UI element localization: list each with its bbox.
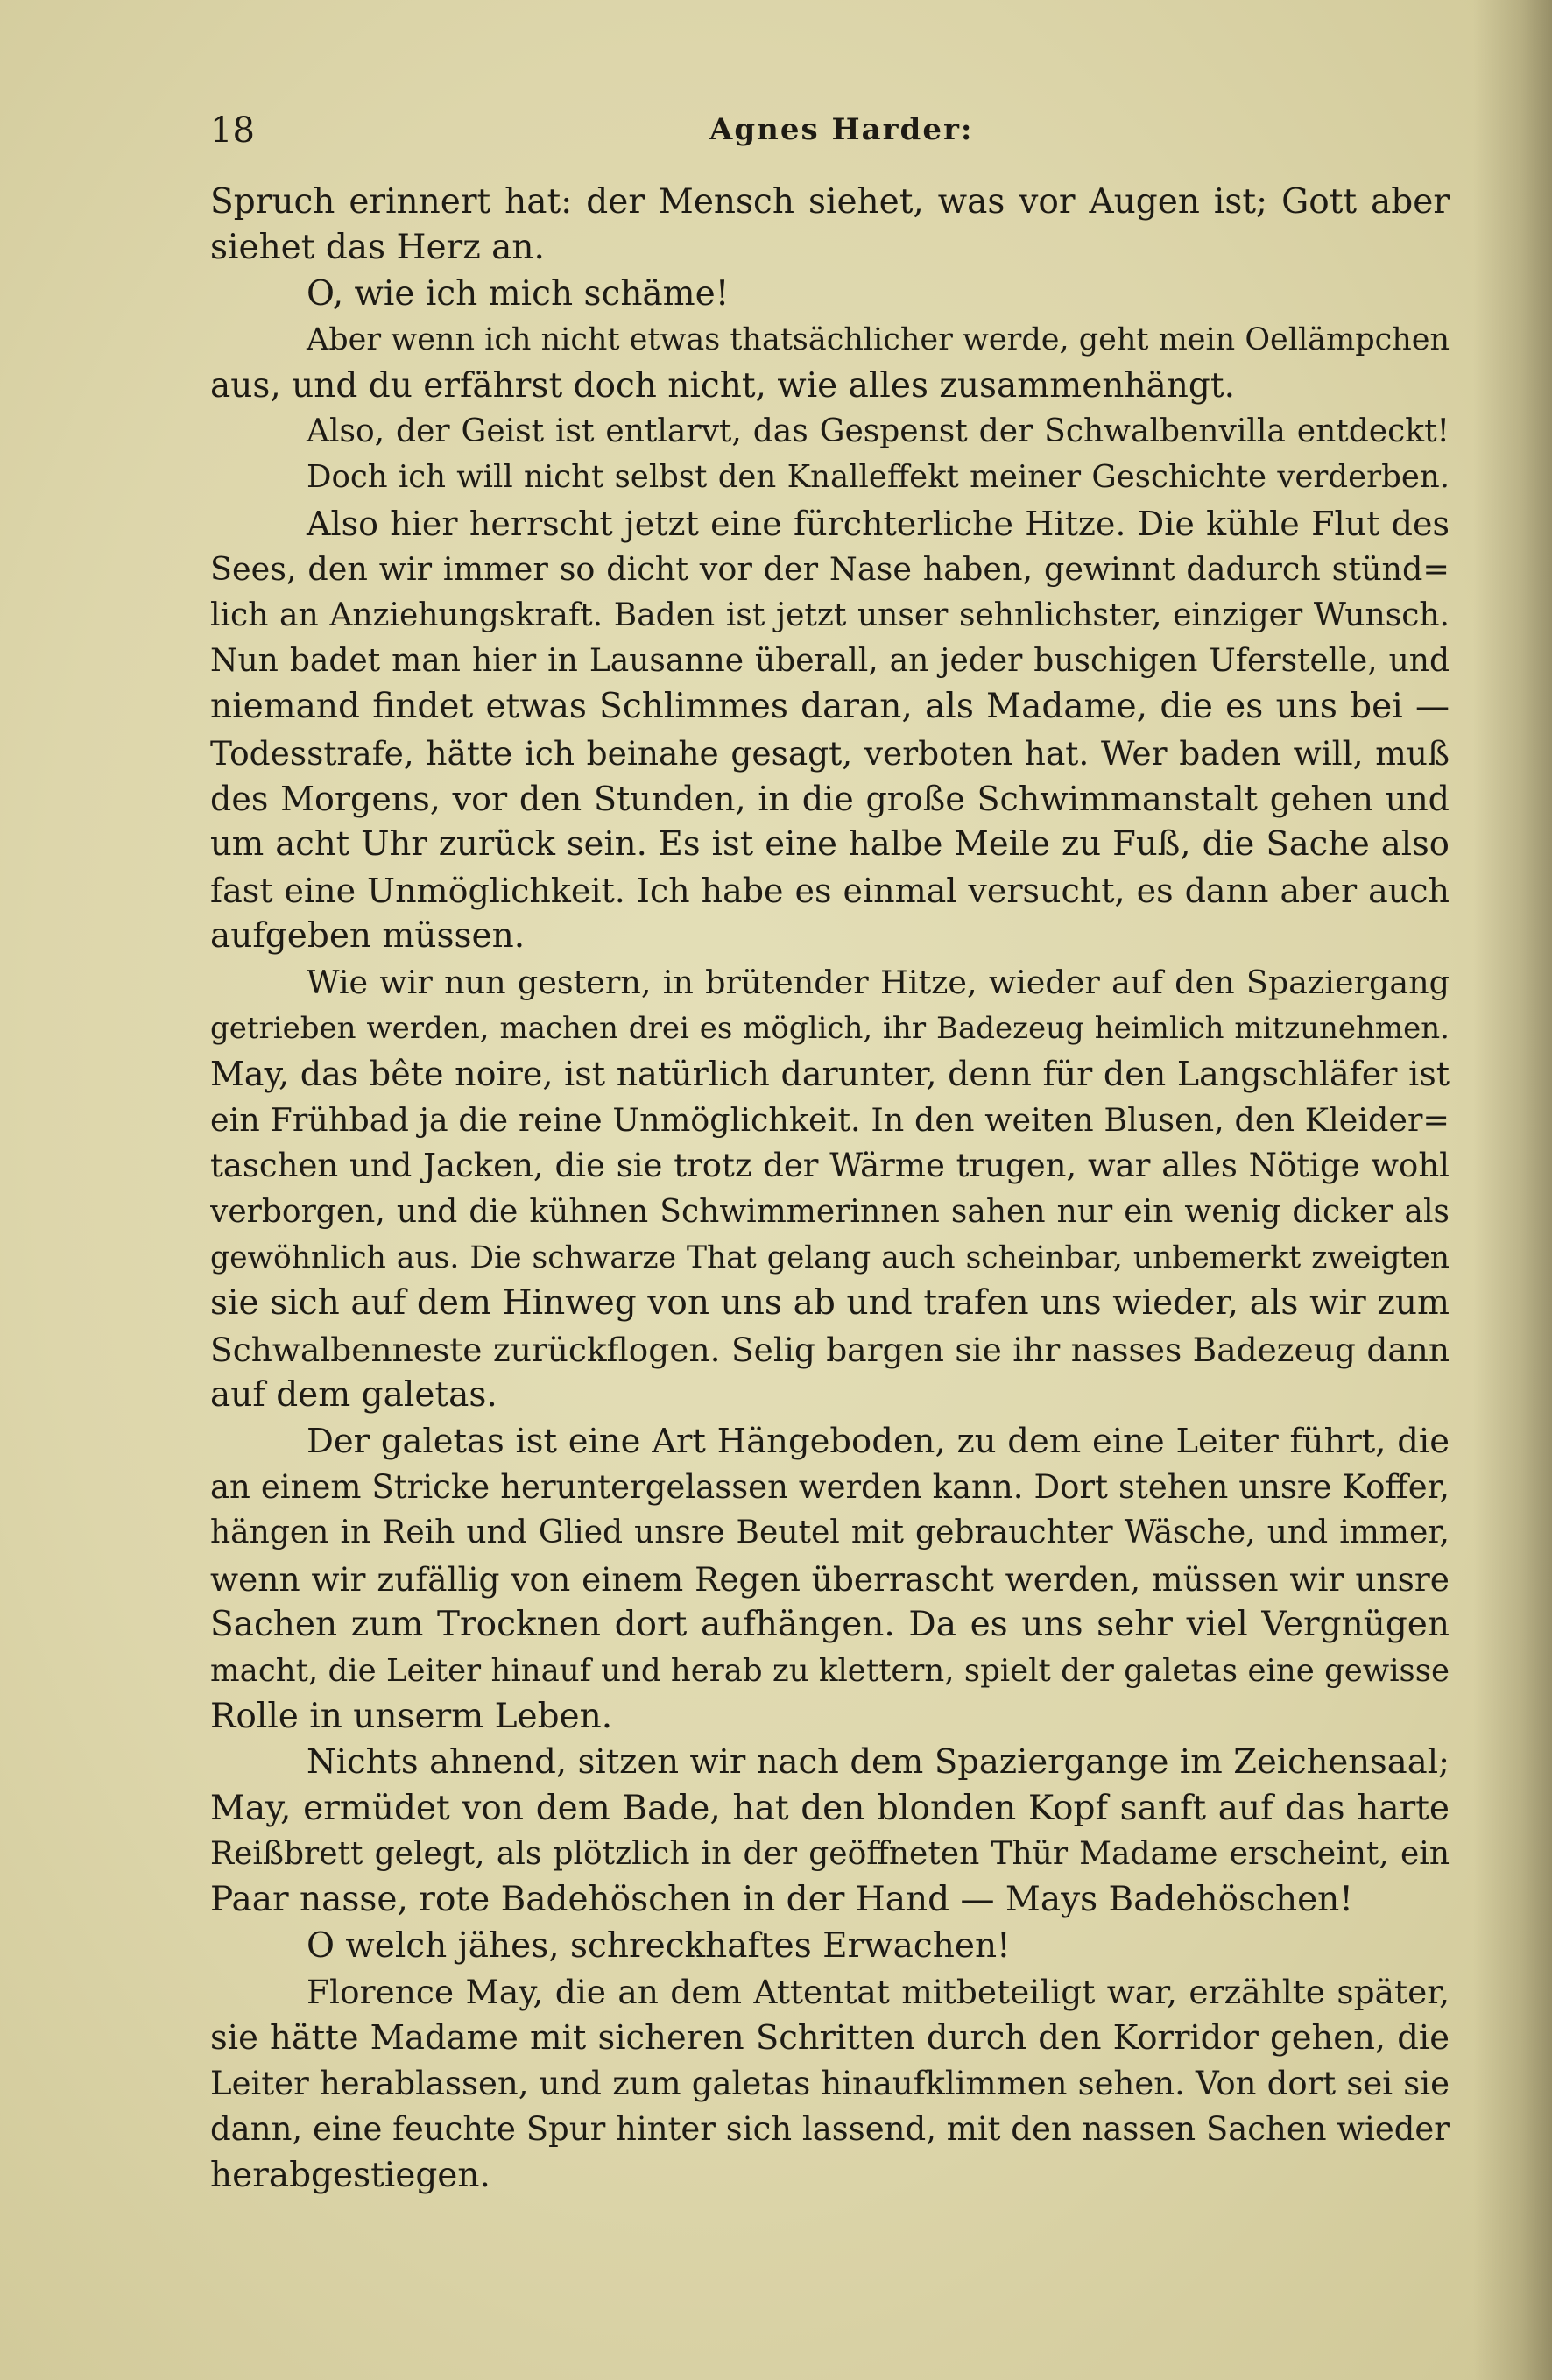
text-line: Spruch erinnert hat: der Mensch siehet, was vor Augen ist; Gott aber [210, 182, 1450, 222]
text-line: aus, und du erfährst doch nicht, wie alles zusammenhängt. [210, 365, 1235, 406]
text-line: fast eine Unmöglichkeit. Ich habe es einmal versucht, es dann aber auch [210, 871, 1450, 910]
text-line: Todesstrafe, hätte ich beinahe gesagt, verboten hat. Wer baden will, muß [210, 733, 1450, 773]
text-line: gewöhnlich aus. Die schwarze That gelang auch scheinbar, unbemerkt zweigten [210, 1239, 1450, 1275]
text-line: verborgen, und die kühnen Schwimmerinnen sahen nur ein wenig dicker als [210, 1193, 1450, 1230]
text-line: O welch jähes, schreckhaftes Erwachen! [307, 1925, 1011, 1966]
text-line: an einem Stricke heruntergelassen werden kann. Dort stehen unsre Koffer, [210, 1467, 1450, 1506]
text-line: aufgeben müssen. [210, 916, 526, 957]
text-line: niemand findet etwas Schlimmes daran, als Madame, die es uns bei — [210, 687, 1450, 727]
text-line: Leiter herablassen, und zum galetas hinaufklimmen sehen. Von dort sei sie [210, 2065, 1450, 2103]
text-line: Nun badet man hier in Lausanne überall, an jeder buschigen Uferstelle, und [210, 642, 1450, 679]
text-line: hängen in Reih und Glied unsre Beutel mit gebrauchter Wäsche, und immer, [210, 1515, 1450, 1551]
page-number: 18 [210, 110, 255, 151]
text-line: O, wie ich mich schäme! [307, 273, 730, 314]
text-line: ein Frühbad ja die reine Unmöglichkeit. In den weiten Blusen, den Kleider= [210, 1100, 1450, 1139]
text-line: um acht Uhr zurück sein. Es ist eine halbe Meile zu Fuß, die Sache also [210, 824, 1450, 865]
text-line: Aber wenn ich nicht etwas thatsächlicher werde, geht mein Oellämpchen [307, 322, 1450, 358]
text-line: siehet das Herz an. [210, 228, 545, 268]
text-line: Rolle in unserm Leben. [210, 1696, 613, 1736]
page-header [210, 105, 1436, 166]
text-line: macht, die Leiter hinauf und herab zu klettern, spielt der galetas eine gewisse [210, 1652, 1450, 1689]
text-line: wenn wir zufällig von einem Regen überrascht werden, müssen wir unsre [210, 1559, 1450, 1599]
text-line: Florence May, die an dem Attentat mitbeteiligt war, erzählte später, [307, 1973, 1450, 2012]
text-line: May, ermüdet von dem Bade, hat den blonden Kopf sanft auf das harte [210, 1788, 1450, 1828]
text-line: Doch ich will nicht selbst den Knalleffekt meiner Geschichte verderben. [307, 459, 1450, 496]
text-line: Paar nasse, rote Badehöschen in der Hand — Mays Badehöschen! [210, 1880, 1353, 1920]
text-line: herabgestiegen. [210, 2155, 490, 2195]
text-line: Schwalbenneste zurückflogen. Selig bargen sie ihr nasses Badezeug dann [210, 1330, 1450, 1369]
text-line: Wie wir nun gestern, in brütender Hitze, wieder auf den Spaziergang [307, 963, 1450, 1001]
text-line: lich an Anziehungskraft. Baden ist jetzt unser sehnlichster, einziger Wunsch. [210, 597, 1450, 633]
text-line: Reißbrett gelegt, als plötzlich in der geöffneten Thür Madame erscheint, ein [210, 1836, 1450, 1873]
text-line: Also, der Geist ist entlarvt, das Gespenst der Schwalbenvilla entdeckt! [307, 413, 1450, 449]
text-line: sie hätte Madame mit sicheren Schritten durch den Korridor gehen, die [210, 2017, 1450, 2058]
text-line: Sachen zum Trocknen dort aufhängen. Da es uns sehr viel Vergnügen [210, 1605, 1450, 1645]
text-line: Also hier herrscht jetzt eine fürchterliche Hitze. Die kühle Flut des [307, 504, 1450, 543]
running-head: Agnes Harder: [709, 112, 974, 147]
text-line: Der galetas ist eine Art Hängeboden, zu dem eine Leiter führt, die [307, 1421, 1450, 1461]
text-line: Sees, den wir immer so dicht vor der Nase haben, gewinnt dadurch stünd= [210, 550, 1450, 589]
text-line: Nichts ahnend, sitzen wir nach dem Spaziergange im Zeichensaal; [307, 1742, 1450, 1783]
text-line: dann, eine feuchte Spur hinter sich lassend, mit den nassen Sachen wieder [210, 2110, 1450, 2149]
text-line: May, das bête noire, ist natürlich darunter, denn für den Langschläfer ist [210, 1055, 1450, 1094]
text-line: des Morgens, vor den Stunden, in die große Schwimmanstalt gehen und [210, 780, 1450, 819]
spine-shadow [1473, 0, 1552, 2380]
text-line: taschen und Jacken, die sie trotz der Wärme trugen, war alles Nötige wohl [210, 1147, 1450, 1185]
text-line: sie sich auf dem Hinweg von uns ab und trafen uns wieder, als wir zum [210, 1283, 1450, 1324]
text-line: getrieben werden, machen drei es möglich, ihr Badezeug heimlich mitzunehmen. [210, 1011, 1450, 1047]
body-text [210, 180, 1450, 2199]
text-line: auf dem galetas. [210, 1375, 497, 1416]
